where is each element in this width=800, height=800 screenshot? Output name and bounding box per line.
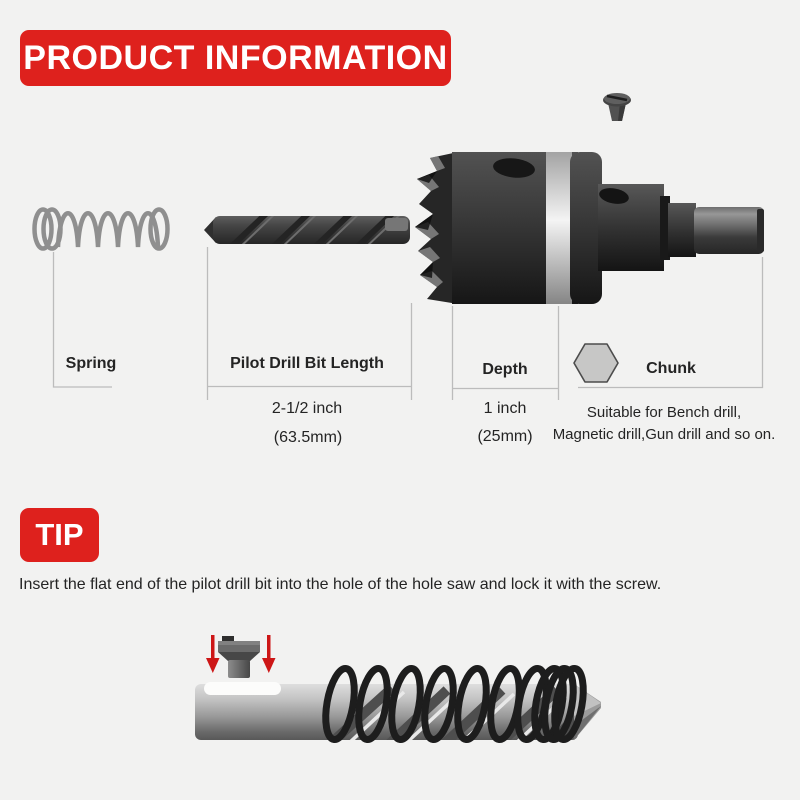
chunk-label: Chunk bbox=[646, 360, 696, 377]
depth-inch-value: 1 inch bbox=[483, 400, 527, 417]
screw-icon bbox=[603, 93, 631, 121]
spring-coil bbox=[321, 666, 588, 741]
shank-notch bbox=[204, 682, 281, 695]
depth-label: Depth bbox=[482, 361, 528, 378]
tip-text: Insert the flat end of the pilot drill bit into the hole of the hole saw and lock it with the screw. bbox=[19, 576, 662, 593]
chunk-description-line2: Magnetic drill,Gun drill and so on. bbox=[552, 426, 776, 443]
chunk-description-line1: Suitable for Bench drill, bbox=[586, 404, 742, 421]
tip-title: TIP bbox=[35, 517, 84, 552]
pilot-drill-bit-length-label: Pilot Drill Bit Length bbox=[230, 355, 384, 372]
arrow-down-icon bbox=[262, 635, 276, 673]
drill-tip bbox=[574, 684, 601, 740]
depth-mm-value: (25mm) bbox=[477, 428, 533, 445]
product-information-banner bbox=[20, 30, 451, 86]
saw-teeth bbox=[415, 152, 458, 304]
spring-label: Spring bbox=[65, 355, 117, 372]
hex-shank-icon bbox=[574, 344, 618, 382]
hole-saw-part bbox=[415, 152, 764, 304]
page-title: PRODUCT INFORMATION bbox=[23, 38, 448, 77]
spring-part bbox=[35, 210, 168, 249]
pilot-drill-bit-part bbox=[204, 210, 410, 250]
tip-illustration bbox=[195, 635, 601, 748]
tip-banner bbox=[20, 508, 99, 562]
pilot-length-mm-value: (63.5mm) bbox=[273, 429, 343, 446]
arrow-down-icon bbox=[206, 635, 220, 673]
pilot-length-inch-value: 2-1/2 inch bbox=[271, 400, 343, 417]
locking-screw-icon bbox=[218, 636, 260, 678]
